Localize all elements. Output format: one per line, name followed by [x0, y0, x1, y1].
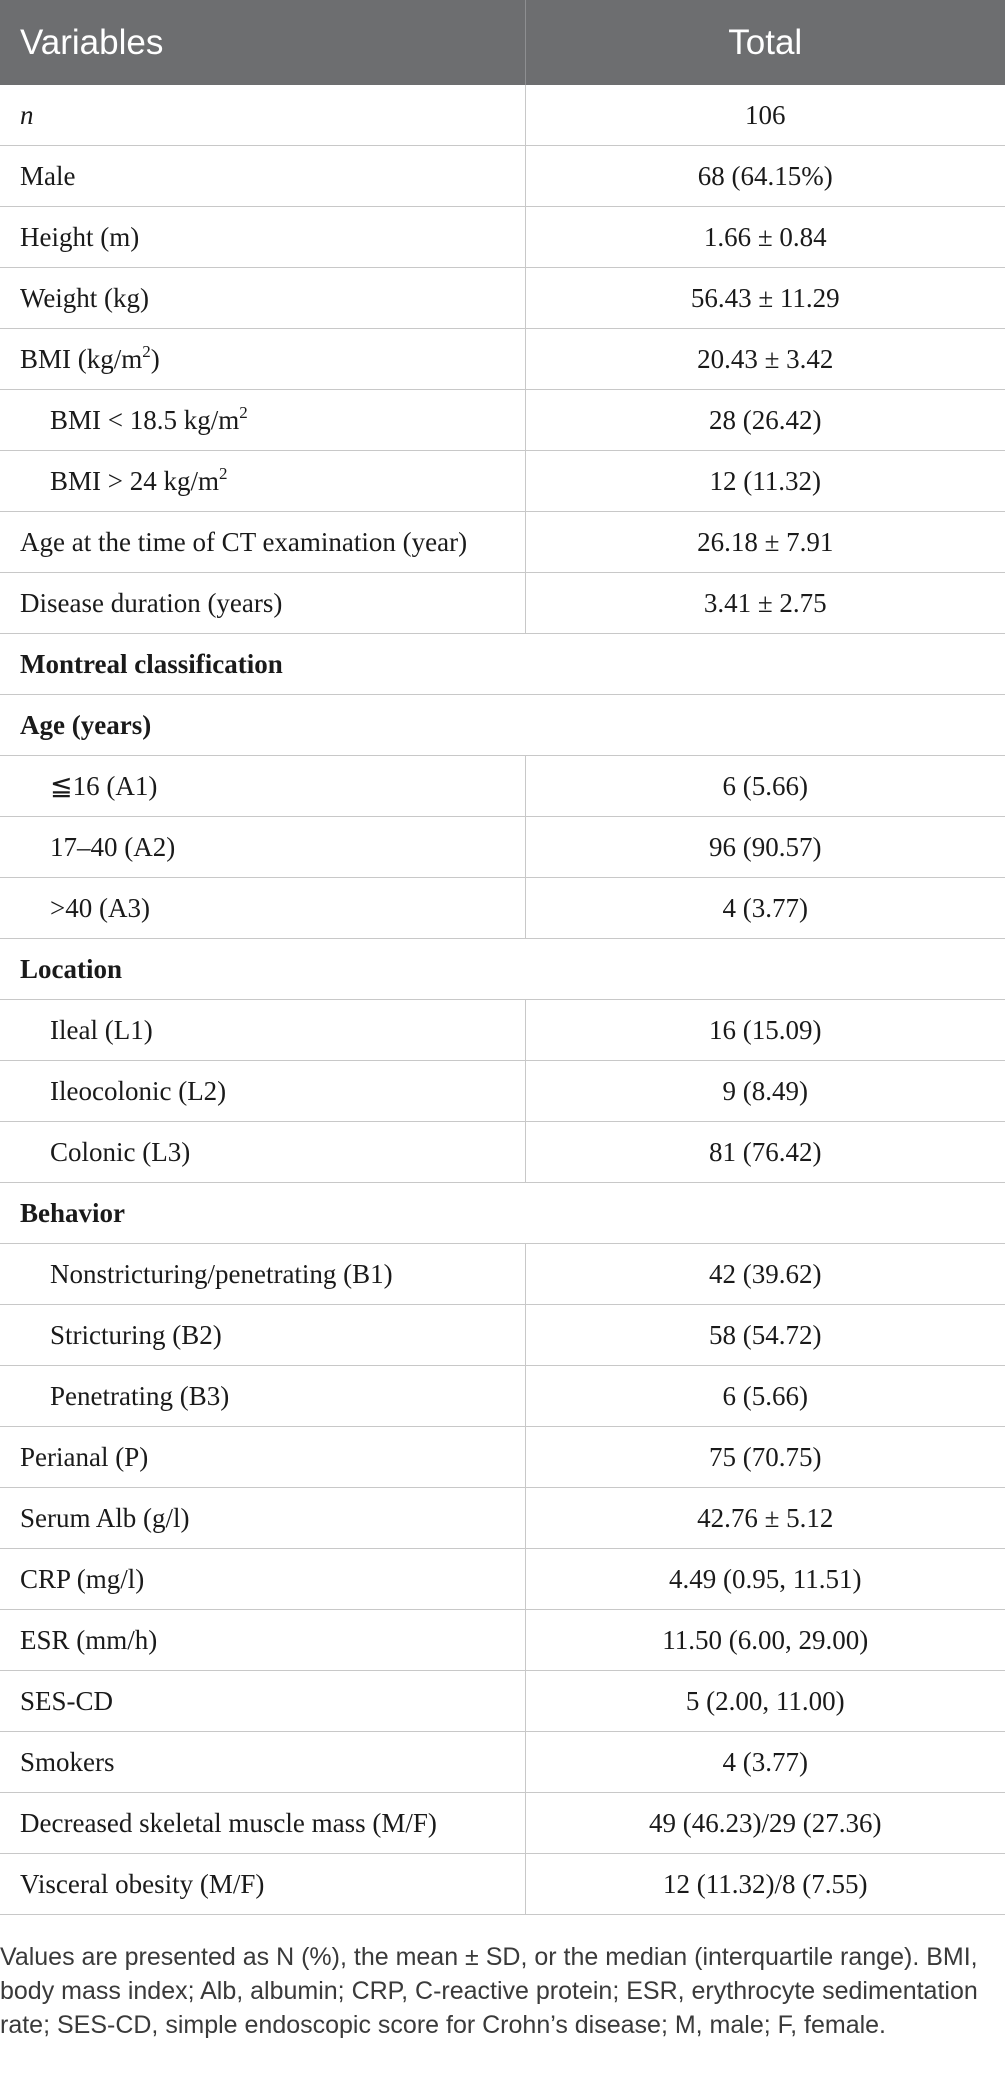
- table-row: [0, 1549, 1005, 1610]
- row-value: 1.66 ± 0.84: [525, 207, 1005, 268]
- table-body: [0, 85, 1005, 1915]
- row-label: ≦16 (A1): [0, 756, 525, 817]
- table-row: [0, 1488, 1005, 1549]
- row-value: 20.43 ± 3.42: [525, 329, 1005, 390]
- row-label: Visceral obesity (M/F): [0, 1854, 525, 1915]
- row-label-superscript: 2: [219, 463, 228, 483]
- row-label: Weight (kg): [0, 268, 525, 329]
- row-value: 58 (54.72): [525, 1305, 1005, 1366]
- row-value: 42 (39.62): [525, 1244, 1005, 1305]
- table-row: [0, 1122, 1005, 1183]
- row-label-text: BMI > 24 kg/m: [50, 465, 219, 496]
- row-label: Colonic (L3): [0, 1122, 525, 1183]
- row-label: Disease duration (years): [0, 573, 525, 634]
- table-row: [0, 1732, 1005, 1793]
- row-label: >40 (A3): [0, 878, 525, 939]
- table-row: [0, 1427, 1005, 1488]
- row-value: 4.49 (0.95, 11.51): [525, 1549, 1005, 1610]
- row-value: 6 (5.66): [525, 1366, 1005, 1427]
- row-value: 5 (2.00, 11.00): [525, 1671, 1005, 1732]
- row-value: 49 (46.23)/29 (27.36): [525, 1793, 1005, 1854]
- row-label: Smokers: [0, 1732, 525, 1793]
- row-label: Serum Alb (g/l): [0, 1488, 525, 1549]
- row-value: 6 (5.66): [525, 756, 1005, 817]
- row-value: 81 (76.42): [525, 1122, 1005, 1183]
- row-value: 9 (8.49): [525, 1061, 1005, 1122]
- row-label: n: [0, 85, 525, 146]
- section-label: Age (years): [0, 695, 1005, 756]
- row-value: 12 (11.32): [525, 451, 1005, 512]
- row-label-text: BMI < 18.5 kg/m: [50, 404, 240, 435]
- section-label: Location: [0, 939, 1005, 1000]
- table-row: [0, 1305, 1005, 1366]
- row-value: 26.18 ± 7.91: [525, 512, 1005, 573]
- table-row: [0, 878, 1005, 939]
- row-label-suffix: ): [150, 343, 160, 374]
- header-variables: Variables: [0, 0, 525, 85]
- row-label: Perianal (P): [0, 1427, 525, 1488]
- section-row: [0, 634, 1005, 695]
- row-label: Penetrating (B3): [0, 1366, 525, 1427]
- table-row: [0, 207, 1005, 268]
- row-label: Male: [0, 146, 525, 207]
- section-row: [0, 695, 1005, 756]
- section-label: Montreal classification: [0, 634, 1005, 695]
- row-label: [0, 390, 525, 451]
- row-label: [0, 329, 525, 390]
- row-value: 28 (26.42): [525, 390, 1005, 451]
- table-row: [0, 1793, 1005, 1854]
- row-label: Decreased skeletal muscle mass (M/F): [0, 1793, 525, 1854]
- row-value: 96 (90.57): [525, 817, 1005, 878]
- table-row: [0, 268, 1005, 329]
- row-label-text: BMI (kg/m: [20, 343, 143, 374]
- row-label: [0, 451, 525, 512]
- table-header: [0, 0, 1005, 85]
- table-row: [0, 390, 1005, 451]
- table-footnote: Values are presented as N (%), the mean ± SD, or the median (interquartile range). BMI, body mass index; Alb, albumin; CRP, C-reactive protein; ESR, erythrocyte sedimentation rate; SES-CD, simple endoscopic score for Crohn’s disease; M, male; F, female.: [0, 1943, 978, 2039]
- row-label: 17–40 (A2): [0, 817, 525, 878]
- row-value: 16 (15.09): [525, 1000, 1005, 1061]
- row-label-superscript: 2: [239, 402, 248, 422]
- table-row: [0, 512, 1005, 573]
- row-value: 75 (70.75): [525, 1427, 1005, 1488]
- table-row: [0, 85, 1005, 146]
- row-label: Height (m): [0, 207, 525, 268]
- row-value: 56.43 ± 11.29: [525, 268, 1005, 329]
- table-row: [0, 1610, 1005, 1671]
- row-label: SES-CD: [0, 1671, 525, 1732]
- row-value: 42.76 ± 5.12: [525, 1488, 1005, 1549]
- table-row: [0, 1244, 1005, 1305]
- row-label: CRP (mg/l): [0, 1549, 525, 1610]
- table-row: [0, 1366, 1005, 1427]
- table-row: [0, 817, 1005, 878]
- row-label: Ileocolonic (L2): [0, 1061, 525, 1122]
- table-row: [0, 1854, 1005, 1915]
- row-label: Nonstricturing/penetrating (B1): [0, 1244, 525, 1305]
- header-total: Total: [525, 0, 1005, 85]
- table-row: [0, 573, 1005, 634]
- table-row: [0, 756, 1005, 817]
- table-row: [0, 329, 1005, 390]
- row-label: ESR (mm/h): [0, 1610, 525, 1671]
- section-label: Behavior: [0, 1183, 1005, 1244]
- header-row: [0, 0, 1005, 85]
- row-value: 12 (11.32)/8 (7.55): [525, 1854, 1005, 1915]
- row-label: Ileal (L1): [0, 1000, 525, 1061]
- row-value: 4 (3.77): [525, 1732, 1005, 1793]
- table-row: [0, 451, 1005, 512]
- row-value: 3.41 ± 2.75: [525, 573, 1005, 634]
- row-value: 11.50 (6.00, 29.00): [525, 1610, 1005, 1671]
- table-row: [0, 146, 1005, 207]
- section-row: [0, 1183, 1005, 1244]
- table-row: [0, 1671, 1005, 1732]
- row-value: 68 (64.15%): [525, 146, 1005, 207]
- row-value: 106: [525, 85, 1005, 146]
- row-label: Stricturing (B2): [0, 1305, 525, 1366]
- section-row: [0, 939, 1005, 1000]
- table-row: [0, 1061, 1005, 1122]
- table-row: [0, 1000, 1005, 1061]
- row-label: Age at the time of CT examination (year): [0, 512, 525, 573]
- row-label-superscript: 2: [142, 341, 151, 361]
- row-value: 4 (3.77): [525, 878, 1005, 939]
